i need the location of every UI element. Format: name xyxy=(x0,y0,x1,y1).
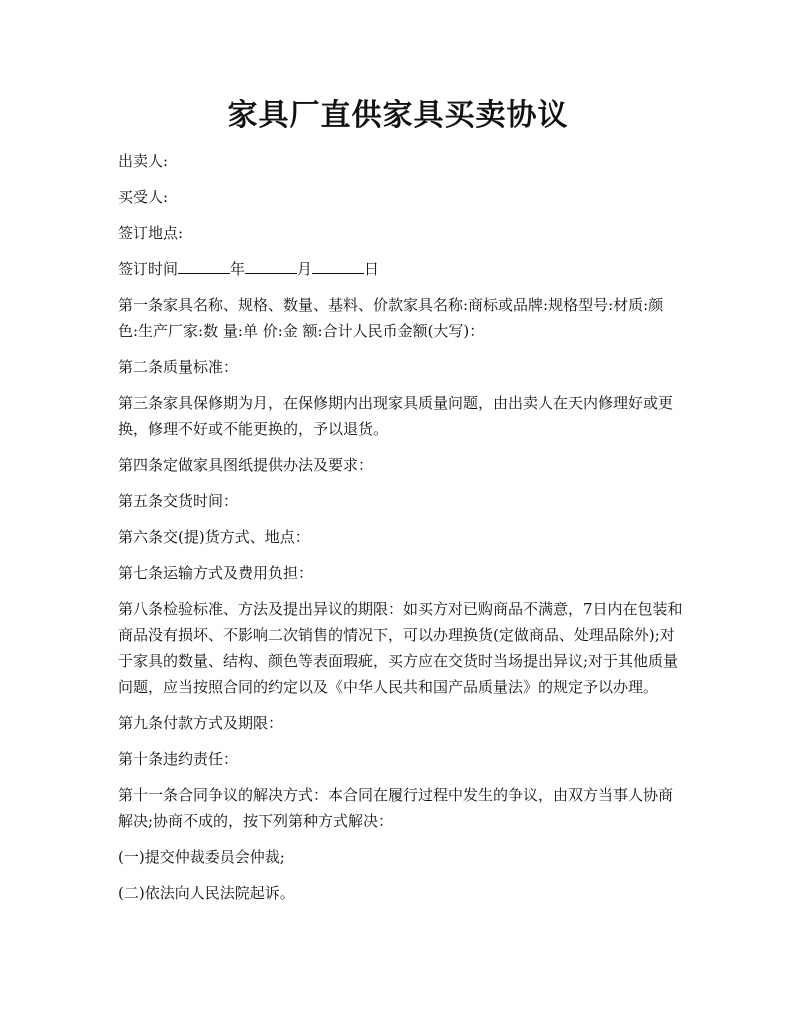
option-2: (二)依法向人民法院起诉。 xyxy=(118,884,295,902)
day-blank xyxy=(312,257,364,274)
buyer-line: 买受人: xyxy=(118,188,169,206)
article-6: 第六条交(提)货方式、地点： xyxy=(118,528,310,546)
article-9: 第九条付款方式及期限： xyxy=(118,714,284,732)
article-3: 第三条家具保修期为月，在保修期内出现家具质量问题，由出卖人在天内修理好或更换，修理不好或不能更换的，予以退货。 xyxy=(118,394,674,438)
date-line xyxy=(118,256,684,282)
article-1: 第一条家具名称、规格、数量、基料、价款家具名称:商标或品牌:规格型号:材质:颜 色:生产厂家:数 量:单 价:金 额:合计人民币金额(大写)： xyxy=(118,296,664,340)
date-prefix: 签订时间 xyxy=(118,260,179,278)
year-label: 年 xyxy=(230,260,246,278)
place-line: 签订地点: xyxy=(118,224,184,242)
month-blank xyxy=(245,257,297,274)
day-label: 日 xyxy=(364,260,380,278)
article-8: 第八条检验标准、方法及提出异议的期限：如买方对已购商品不满意，7日内在包装和商品没有损坏、不影响二次销售的情况下，可以办理换货(定做商品、处理品除外);对于家具的数量、结构、颜色等表面瑕疵，买方应在交货时当场提出异议;对于其他质量问题，应当按照合同的约定以及《中华人民共和国产品质量法》的规定予以办理。 xyxy=(118,600,683,696)
article-2: 第二条质量标准： xyxy=(118,358,239,376)
document-body xyxy=(118,148,684,916)
article-7: 第七条运输方式及费用负担： xyxy=(118,564,314,582)
article-4: 第四条定做家具图纸提供办法及要求： xyxy=(118,456,374,474)
article-5: 第五条交货时间： xyxy=(118,492,239,510)
seller-line: 出卖人: xyxy=(118,152,169,170)
option-1: (一)提交仲裁委员会仲裁; xyxy=(118,848,285,866)
document-title: 家具厂直供家具买卖协议 xyxy=(227,98,569,133)
article-11: 第十一条合同争议的解决方式：本合同在履行过程中发生的争议，由双方当事人协商解决;协商不成的，按下列第种方式解决： xyxy=(118,786,674,830)
article-10: 第十条违约责任： xyxy=(118,750,239,768)
year-blank xyxy=(178,257,230,274)
month-label: 月 xyxy=(297,260,313,278)
